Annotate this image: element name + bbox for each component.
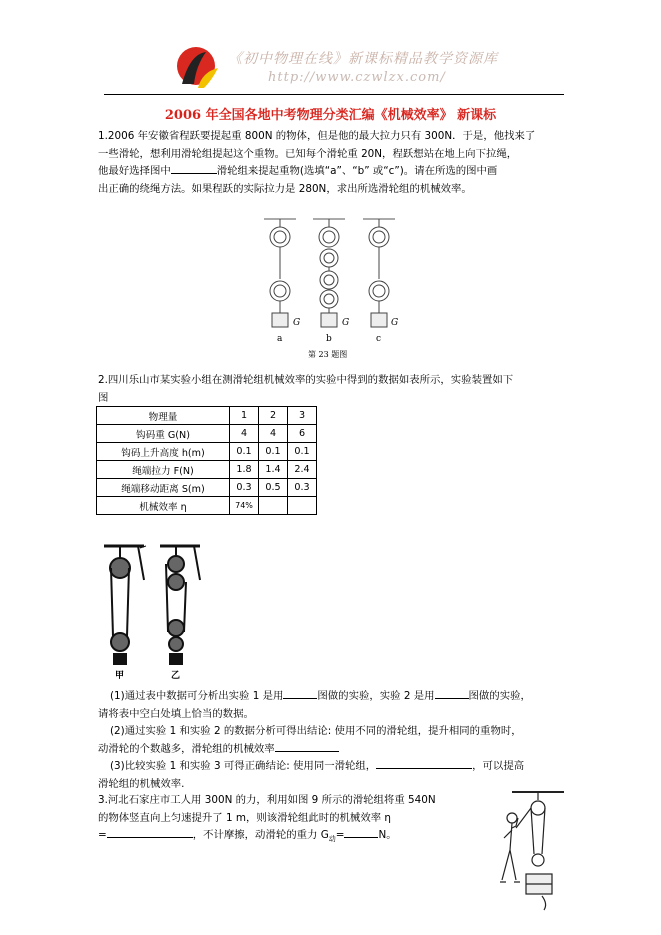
pulley-figure-23: [258, 213, 408, 363]
table-cell: 0.5: [259, 479, 288, 497]
table-cell: 0.1: [230, 443, 259, 461]
q1-line2: 一些滑轮，想利用滑轮组提起这个重物。已知每个滑轮重 20N，程跃想站在地上向下拉绳，: [98, 147, 518, 160]
row-label: 钩码上升高度 h(m): [97, 443, 230, 461]
q2-sub3-line2: 滑轮组的机械效率.: [98, 777, 185, 790]
q2-line2: 图: [98, 391, 109, 404]
table-cell-empty[interactable]: [288, 497, 317, 515]
table-cell-empty[interactable]: [259, 497, 288, 515]
table-row: [97, 461, 317, 479]
worker-pulley-illustration: [482, 788, 572, 914]
table-header: 2: [259, 407, 288, 425]
answer-blank[interactable]: [435, 688, 469, 699]
table-cell: 2.4: [288, 461, 317, 479]
figure-caption: 第 23 题图: [308, 350, 348, 359]
table-cell: 0.3: [230, 479, 259, 497]
q2-sub2: (2)通过实验 1 和实验 2 的数据分析可得出结论: 使用不同的滑轮组，提升相同的重物时，: [110, 725, 522, 738]
table-row: [97, 425, 317, 443]
row-label: 机械效率 η: [97, 497, 230, 515]
q2-sub3: (3)比较实验 1 和实验 3 可得正确结论: 使用同一滑轮组， ，可以提高: [110, 760, 525, 773]
banner-url[interactable]: http://www.czwlzx.com/: [268, 70, 446, 85]
q3-line1: 3.河北石家庄市工人用 300N 的力，利用如图 9 所示的滑轮组将重 540N: [98, 794, 436, 806]
q1-line4: 出正确的绕绳方法。如果程跃的实际拉力是 280N，求出所选滑轮组的机械效率。: [98, 182, 472, 195]
answer-blank[interactable]: [344, 827, 378, 838]
question-2: [98, 372, 566, 407]
q3-line3: = ，不计摩擦，动滑轮的重力 $G_动= N$。: [98, 829, 397, 844]
table-row: [97, 443, 317, 461]
figure-label-c: c: [376, 334, 382, 344]
figure-label-yi: 乙: [171, 671, 181, 681]
weight-label-c: G: [391, 318, 399, 328]
weight-label-a: G: [293, 318, 301, 328]
table-row: [97, 497, 317, 515]
table-cell: 4: [230, 425, 259, 443]
site-logo: [172, 44, 222, 94]
table-header-row: [97, 407, 317, 425]
data-table: [96, 406, 317, 515]
table-cell: 1.4: [259, 461, 288, 479]
answer-blank[interactable]: [283, 688, 317, 699]
table-cell: 4: [259, 425, 288, 443]
figure-label-jia: 甲: [115, 671, 125, 681]
row-label: 钩码重 G(N): [97, 425, 230, 443]
header-rule: [104, 94, 564, 95]
table-cell: 6: [288, 425, 317, 443]
apparatus-figure: [100, 540, 212, 682]
table-cell: 1.8: [230, 461, 259, 479]
q2-sub1: (1)通过表中数据可分析出实验 1 是用 图做的实验，实验 2 是用 图做的实验，: [110, 690, 531, 702]
q2-line1: 2.四川乐山市某实验小组在测滑轮组机械效率的实验中得到的数据如表所示，实验装置如下: [98, 374, 514, 386]
table-header: 1: [230, 407, 259, 425]
q3-line2: 的物体竖直向上匀速提升了 1 m，则该滑轮组此时的机械效率 η: [98, 811, 391, 824]
row-label: 绳端移动距离 S(m): [97, 479, 230, 497]
answer-blank[interactable]: [171, 163, 217, 174]
figure-label-a: a: [277, 334, 283, 344]
table-header: 物理量: [97, 407, 230, 425]
question-3: [98, 792, 468, 849]
row-label: 绳端拉力 F(N): [97, 461, 230, 479]
table-cell: 74%: [230, 497, 259, 515]
table-row: [97, 479, 317, 497]
question-1: [98, 128, 566, 198]
q2-sub1-line2: 请将表中空白处填上恰当的数据。: [98, 707, 254, 720]
answer-blank[interactable]: [275, 741, 339, 752]
weight-label-b: G: [342, 318, 350, 328]
q1-line3: 他最好选择图中 滑轮组来提起重物(选填“a”、“b” 或“c”)。请在所选的图中画: [98, 165, 498, 178]
q1-line1: 1.2006 年安徽省程跃要提起重 800N 的物体，但是他的最大拉力只有 300N．于是，他找来了: [98, 130, 536, 142]
page-title: 2006 年全国各地中考物理分类汇编《机械效率》 新课标: [164, 108, 497, 123]
answer-blank[interactable]: [376, 758, 472, 769]
figure-label-b: b: [326, 334, 332, 344]
table-cell: 0.3: [288, 479, 317, 497]
table-cell: 0.1: [288, 443, 317, 461]
q2-sub2-line2: 动滑轮的个数越多，滑轮组的机械效率: [98, 741, 573, 759]
table-cell: 0.1: [259, 443, 288, 461]
answer-blank[interactable]: [107, 827, 193, 838]
table-header: 3: [288, 407, 317, 425]
banner-title: 《初中物理在线》新课标精品教学资源库: [228, 51, 498, 67]
q2-subquestions: [98, 688, 573, 794]
